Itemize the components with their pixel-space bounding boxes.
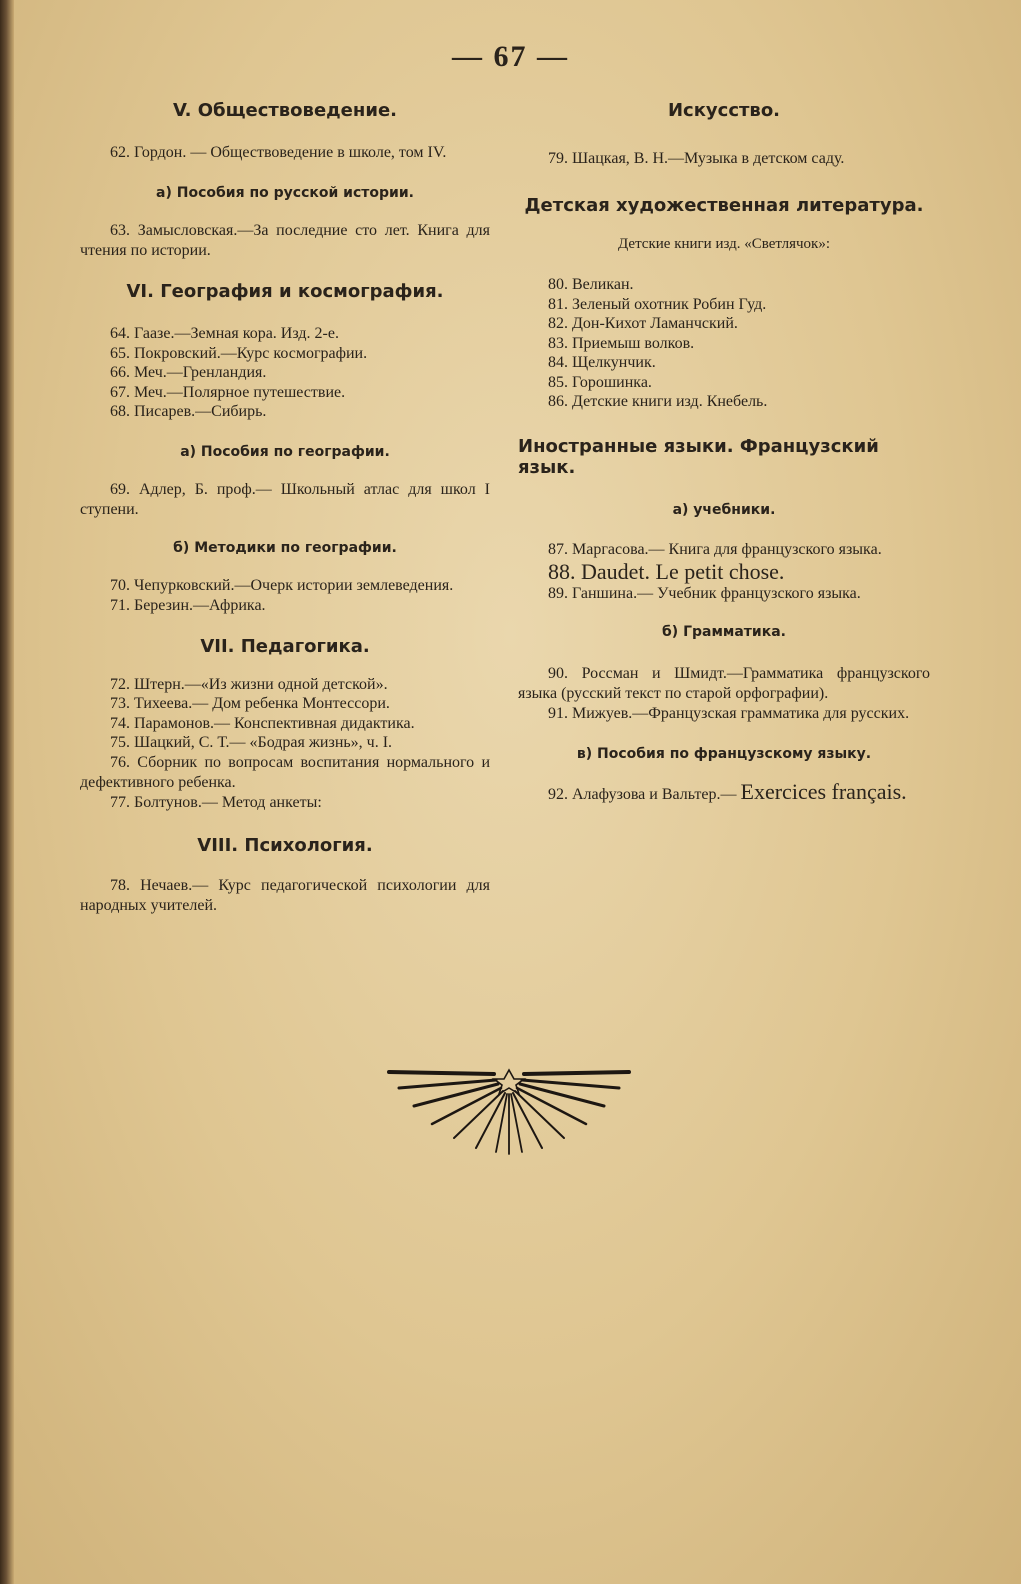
- list-item: 67. Меч.—Полярное путешествие.: [110, 383, 346, 401]
- list-item: 84. Щелкунчик.: [548, 354, 656, 371]
- entry-91: 91. Мижуев.—Французская грамматика для русских.: [548, 704, 910, 722]
- subsection-grammar: б) Грамматика.: [662, 623, 786, 640]
- list-item: 81. Зеленый охотник Робин Гуд.: [548, 295, 767, 313]
- entry-71: 71. Березин.—Африка.: [110, 596, 266, 614]
- entry-90: 90. Россман и Шмидт.—Грамматика французского языка (русский текст по старой орфографии).: [518, 664, 930, 702]
- list-item: 72. Штерн.—«Из жизни одной детской».: [110, 675, 388, 693]
- list-item: 85. Горошинка.: [548, 373, 652, 391]
- radiating-star-ornament-icon: [384, 1066, 634, 1156]
- subsection-geography-aids: а) Пособия по географии.: [180, 443, 390, 460]
- section-title-geography: VI. География и космография.: [126, 281, 444, 302]
- list-item: 83. Приемыш волков.: [548, 334, 695, 352]
- list-item: 74. Парамонов.— Конспективная дидактика.: [110, 714, 415, 732]
- subsection-geography-methods: б) Методики по географии.: [173, 539, 397, 556]
- section-title-childrens-literature: Детская художественная литература.: [524, 195, 924, 216]
- list-item: 66. Меч.—Гренландия.: [110, 364, 267, 381]
- subsection-french-aids: в) Пособия по французскому языку.: [576, 745, 872, 762]
- entry-63: 63. Замысловская.—За последние сто лет. Книга для чтения по истории.: [80, 222, 490, 259]
- entry-77: 77. Болтунов.— Метод анкеты:: [110, 793, 322, 811]
- entry-92-title: Exercices français.: [740, 778, 907, 804]
- pedagogy-list: [80, 675, 490, 753]
- entry-62: 62. Гордон. — Обществоведение в школе, том IV.: [110, 144, 447, 161]
- list-item: 68. Писарев.—Сибирь.: [110, 403, 267, 420]
- left-column: [80, 100, 490, 916]
- entry-88: 88. Daudet. Le petit chose.: [548, 558, 785, 584]
- entry-69: 69. Адлер, Б. проф.— Школьный атлас для школ I ступени.: [80, 480, 490, 518]
- entry-70: 70. Чепурковский.—Очерк истории землеведения.: [110, 576, 454, 594]
- list-item: 64. Гаазе.—Земная кора. Изд. 2-е.: [110, 325, 339, 342]
- entry-92: [518, 778, 930, 805]
- entry-79: 79. Шацкая, В. Н.—Музыка в детском саду.: [548, 150, 845, 167]
- section-title-art: Искусство.: [667, 100, 781, 121]
- childrens-books-list: [518, 275, 930, 412]
- entry-78: 78. Нечаев.— Курс педагогической психологии для народных учителей.: [80, 876, 490, 914]
- list-item: 80. Великан.: [548, 276, 634, 293]
- entry-76: 76. Сборник по вопросам воспитания нормального и дефективного ребенка.: [80, 753, 490, 791]
- subsection-russian-history: а) Пособия по русской истории.: [156, 185, 414, 201]
- right-column: [518, 100, 930, 805]
- entry-89: 89. Ганшина.— Учебник французского языка.: [548, 584, 861, 602]
- list-item: 73. Тихеева.— Дом ребенка Монтессори.: [110, 695, 390, 712]
- list-item: 86. Детские книги изд. Кнебель.: [548, 393, 768, 410]
- subsection-textbooks: а) учебники.: [672, 501, 776, 518]
- page-number: — 67 —: [452, 40, 569, 73]
- entry-87: 87. Маргасова.— Книга для французского языка.: [548, 540, 882, 558]
- list-item: 82. Дон-Кихот Ламанчский.: [548, 315, 738, 332]
- entry-92-author: 92. Алафузова и Вальтер.—: [548, 785, 737, 803]
- section-title-social-studies: V. Обществоведение.: [173, 100, 397, 121]
- list-item: 75. Шацкий, С. Т.— «Бодрая жизнь», ч. I.: [110, 734, 393, 751]
- list-item: 65. Покровский.—Курс космографии.: [110, 344, 368, 362]
- section-title-psychology: VIII. Психология.: [197, 834, 373, 856]
- section-title-foreign-languages: Иностранные языки. Французский язык.: [518, 435, 879, 478]
- publisher-note: Детские книги изд. «Светлячок»:: [618, 236, 830, 252]
- geography-list: [80, 324, 490, 422]
- section-title-pedagogy: VII. Педагогика.: [200, 635, 370, 657]
- book-spine-shadow: [0, 0, 14, 1584]
